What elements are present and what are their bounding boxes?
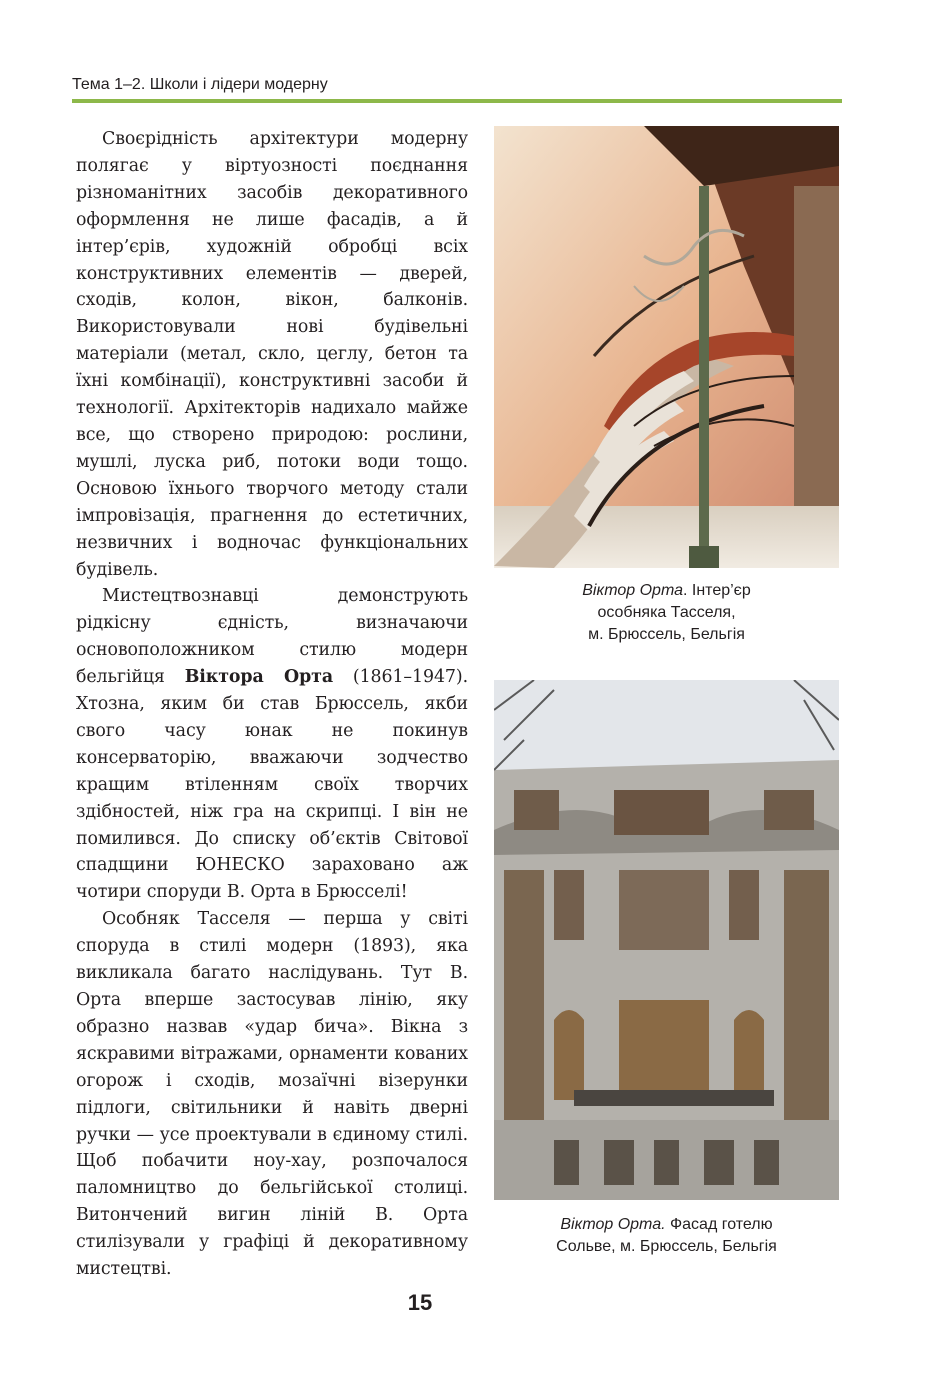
- caption-figure-1: [494, 580, 839, 646]
- caption-2-line-1-rest: Фасад готелю: [665, 1216, 773, 1233]
- paragraph-2-lead: Мистецтвознавці демонструють рідкісну єдність, визначаючи основоположником стилю модерн бельгійця: [76, 586, 468, 688]
- photo-tassel-interior: [494, 126, 839, 568]
- caption-1-line-3: м. Брюссель, Бельгія: [588, 626, 745, 643]
- paragraph-3: Особняк Тасселя — перша у світі споруда в стилі модерн (1893), яка викликала багато наслідувань. Тут В. Орта вперше застосував лінію, яку образно назвав «удар бича». Вікна з яскравими вітражами, орнаменти кованих огорож і сходів, мозаїчні візерунки підлоги, світильники й навіть дверні ручки — усе проектували в єдиному стилі. Щоб побачити ноу-хау, розпочалося паломництво до бельгійської столиці. Витончений вигин ліній В. Орта стилізували у графіці й декоративному мистецтві.: [76, 909, 468, 1280]
- paragraph-2-rest: (1861–1947). Хтозна, яким би став Брюссель, якби свого часу юнак не покинув консерваторію, вважаючи зодчество кращим втіленням своїх творчих здібностей, ніж гра на скрипці. І він не помилився. До списку об’єктів Світової спадщини ЮНЕСКО зараховано аж чотири споруди В. Орта в Брюсселі!: [76, 667, 469, 903]
- architect-name: Віктора Орта: [184, 667, 334, 688]
- facade-image: [494, 680, 839, 1200]
- caption-2-line-2: Сольве, м. Брюссель, Бельгія: [556, 1238, 777, 1255]
- caption-1-author: Віктор Орта: [582, 582, 683, 599]
- header-rule: [72, 99, 842, 103]
- caption-2-line-1: [494, 1214, 839, 1236]
- page-header: Тема 1–2. Школи і лідери модерну: [72, 76, 328, 93]
- page-number: 15: [407, 1290, 433, 1315]
- body-text: [76, 126, 468, 1283]
- caption-1-line-1-rest: . Інтер’єр: [683, 582, 751, 599]
- caption-1-line-1: [494, 580, 839, 602]
- paragraph-2: [76, 583, 468, 906]
- photo-solvay-facade: [494, 680, 839, 1200]
- caption-figure-2: [494, 1214, 839, 1258]
- caption-2-author: Віктор Орта.: [560, 1216, 666, 1233]
- paragraph-1: Своєрідність архітектури модерну полягає у віртуозності поєднання різноманітних засобів декоративного оформлення не лише фасадів, а й інтер’єрів, художній обробці всіх конструктивних елементів — дверей, сходів, колон, вікон, балконів. Використовували нові будівельні матеріали (метал, скло, цеглу, бетон та їхні комбінації), конструктивні засоби й технології. Архітекторів надихало майже все, що створено природою: рослини, мушлі, луска риб, потоки води тощо. Основою їхнього творчого методу стали імпровізація, прагнення до естетичних, незвичних і водночас функціональних будівель.: [76, 129, 468, 580]
- caption-1-line-2: особняка Тасселя,: [597, 604, 736, 621]
- staircase-image: [494, 126, 839, 568]
